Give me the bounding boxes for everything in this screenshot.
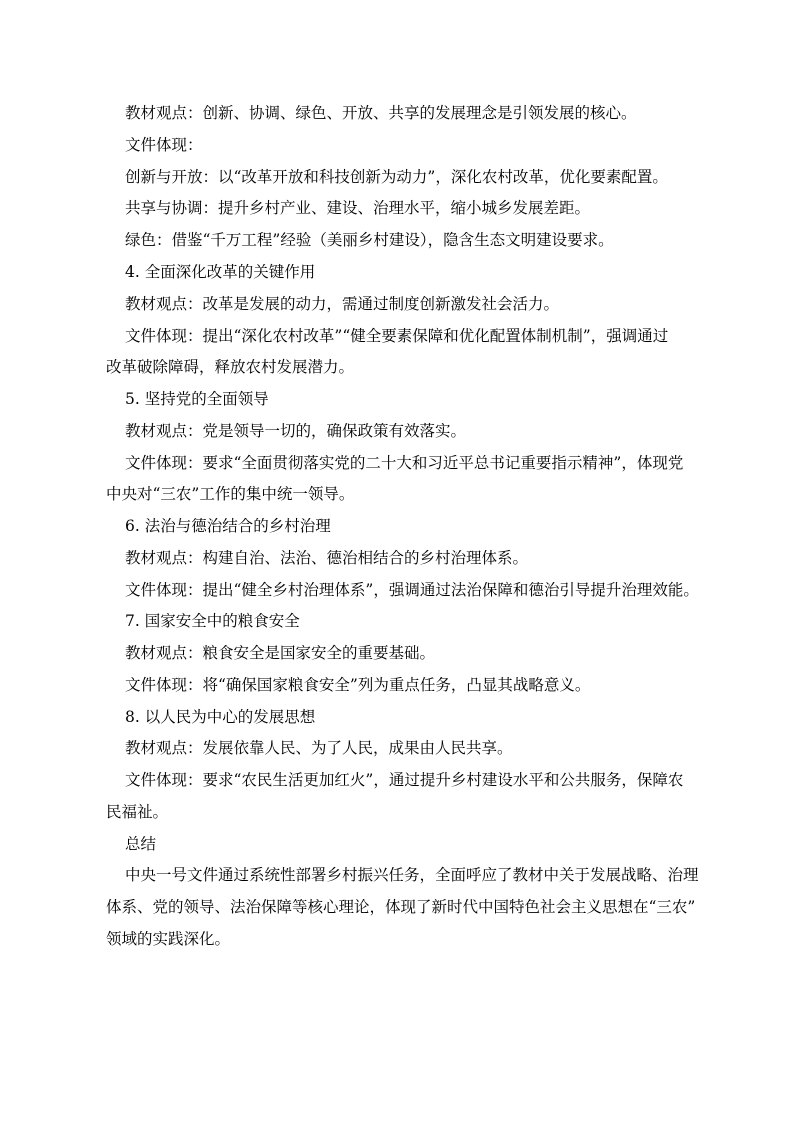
paragraph-line: 教材观点：党是领导一切的，确保政策有效落实。 [125, 422, 467, 440]
paragraph-line: 教材观点：改革是发展的动力，需通过制度创新激发社会活力。 [125, 295, 560, 313]
paragraph-line: 领域的实践深化。 [106, 930, 231, 948]
paragraph-line: 教材观点：粮食安全是国家安全的重要基础。 [125, 644, 436, 662]
section-heading: 5. 坚持党的全面领导 [125, 390, 269, 408]
summary-heading: 总结 [125, 835, 157, 853]
paragraph-line: 绿色：借鉴“千万工程”经验（美丽乡村建设），隐含生态文明建设要求。 [125, 231, 614, 249]
paragraph-line: 教材观点：发展依靠人民、为了人民，成果由人民共享。 [125, 739, 513, 757]
section-heading: 8. 以人民为中心的发展思想 [125, 708, 316, 726]
paragraph-line: 文件体现：提出“深化农村改革”“健全要素保障和优化配置体制机制”，强调通过 [125, 327, 669, 345]
paragraph-line: 中央一号文件通过系统性部署乡村振兴任务，全面呼应了教材中关于发展战略、治理 [125, 866, 699, 884]
paragraph-line: 中央对“三农”工作的集中统一领导。 [106, 485, 355, 503]
section-heading: 7. 国家安全中的粮食安全 [125, 612, 300, 630]
paragraph-line: 文件体现：要求“全面贯彻落实党的二十大和习近平总书记重要指示精神”，体现党 [125, 454, 684, 472]
paragraph-line: 创新与开放：以“改革开放和科技创新为动力”，深化农村改革，优化要素配置。 [125, 168, 668, 186]
paragraph-line: 体系、党的领导、法治保障等核心理论，体现了新时代中国特色社会主义思想在“三农” [106, 898, 696, 916]
paragraph-line: 文件体现：将“确保国家粮食安全”列为重点任务，凸显其战略意义。 [125, 676, 591, 694]
paragraph-line: 改革破除障碍，释放农村发展潜力。 [106, 358, 355, 376]
paragraph-line: 文件体现：要求“农民生活更加红火”，通过提升乡村建设水平和公共服务，保障农 [125, 771, 684, 789]
paragraph-line: 民福祉。 [106, 803, 169, 821]
paragraph-line: 教材观点：创新、协调、绿色、开放、共享的发展理念是引领发展的核心。 [125, 104, 637, 122]
paragraph-line: 教材观点：构建自治、法治、德治相结合的乡村治理体系。 [125, 549, 529, 567]
paragraph-line: 文件体现：提出“健全乡村治理体系”，强调通过法治保障和德治引导提升治理效能。 [125, 581, 699, 599]
paragraph-line: 文件体现： [125, 136, 203, 154]
section-heading: 6. 法治与德治结合的乡村治理 [125, 517, 331, 535]
section-heading: 4. 全面深化改革的关键作用 [125, 263, 316, 281]
paragraph-line: 共享与协调：提升乡村产业、建设、治理水平，缩小城乡发展差距。 [125, 199, 591, 217]
